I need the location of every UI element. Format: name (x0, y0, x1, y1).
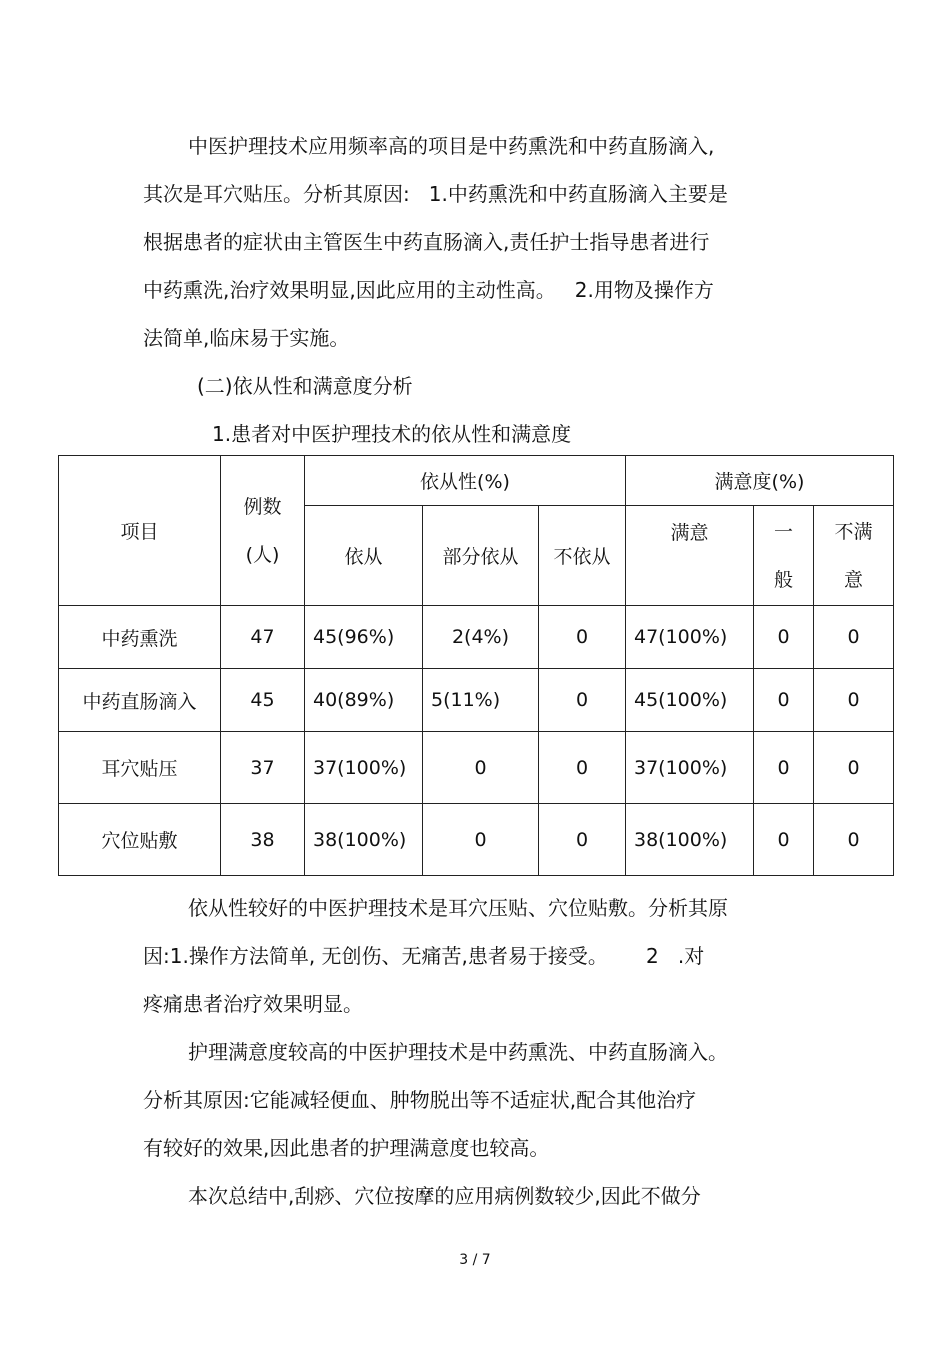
text-line: 其次是耳穴贴压。分析其原因: 1.中药熏洗和中药直肠滴入主要是 (143, 182, 728, 206)
cell-item: 中药熏洗 (59, 606, 221, 669)
header-comply: 依从 (305, 506, 423, 606)
cell-noncomply: 0 (539, 669, 626, 732)
cell-item: 穴位贴敷 (59, 804, 221, 876)
cell-unsatisfied: 0 (814, 804, 894, 876)
header-item: 项目 (59, 456, 221, 606)
text-line: 法简单,临床易于实施。 (143, 326, 350, 350)
text-line: 护理满意度较高的中医护理技术是中药熏洗、中药直肠滴入。 (188, 1040, 728, 1064)
text-line: 疼痛患者治疗效果明显。 (143, 992, 363, 1016)
header-unsatisfied-line: 意 (843, 568, 863, 591)
cell-partial: 2(4%) (423, 606, 539, 669)
cell-satisfied: 37(100%) (626, 732, 754, 804)
header-unsatisfied (814, 506, 894, 606)
page-number: 3 / 7 (459, 1252, 491, 1268)
text-line: 分析其原因:它能减轻便血、肿物脱出等不适症状,配合其他治疗 (143, 1088, 697, 1112)
cell-item: 中药直肠滴入 (59, 669, 221, 732)
header-satisfied: 满意 (626, 506, 754, 606)
cell-count: 37 (221, 732, 305, 804)
header-general-line: 一 (773, 520, 793, 543)
cell-comply: 45(96%) (305, 606, 423, 669)
cell-general: 0 (754, 669, 814, 732)
cell-general: 0 (754, 606, 814, 669)
table-row (59, 732, 894, 804)
cell-general: 0 (754, 732, 814, 804)
table-row (59, 606, 894, 669)
cell-item: 耳穴贴压 (59, 732, 221, 804)
header-count-line: 例数 (243, 495, 282, 518)
cell-satisfied: 38(100%) (626, 804, 754, 876)
cell-comply: 38(100%) (305, 804, 423, 876)
text-line: 有较好的效果,因此患者的护理满意度也较高。 (143, 1136, 550, 1160)
cell-partial: 0 (423, 804, 539, 876)
cell-comply: 40(89%) (305, 669, 423, 732)
cell-noncomply: 0 (539, 732, 626, 804)
cell-unsatisfied: 0 (814, 732, 894, 804)
text-line: 因:1.操作方法简单, 无创伤、无痛苦,患者易于接受。 2 .对 (143, 944, 705, 968)
cell-noncomply: 0 (539, 804, 626, 876)
table-row (59, 804, 894, 876)
header-noncomply: 不依从 (539, 506, 626, 606)
text-line: 中医护理技术应用频率高的项目是中药熏洗和中药直肠滴入, (188, 134, 715, 158)
cell-partial: 0 (423, 732, 539, 804)
cell-satisfied: 47(100%) (626, 606, 754, 669)
table-row (59, 669, 894, 732)
compliance-satisfaction-table (58, 455, 894, 876)
table-caption: 1.患者对中医护理技术的依从性和满意度 (212, 422, 572, 446)
text-line: 本次总结中,刮痧、穴位按摩的应用病例数较少,因此不做分 (188, 1184, 701, 1208)
text-line: 中药熏洗,治疗效果明显,因此应用的主动性高。 2.用物及操作方 (143, 278, 714, 302)
text-line: 根据患者的症状由主管医生中药直肠滴入,责任护士指导患者进行 (143, 230, 710, 254)
header-count-line: (人) (245, 543, 280, 566)
cell-count: 38 (221, 804, 305, 876)
cell-general: 0 (754, 804, 814, 876)
header-unsatisfied-line: 不满 (834, 520, 873, 543)
cell-unsatisfied: 0 (814, 669, 894, 732)
cell-satisfied: 45(100%) (626, 669, 754, 732)
cell-comply: 37(100%) (305, 732, 423, 804)
header-count (221, 456, 305, 606)
cell-count: 45 (221, 669, 305, 732)
cell-unsatisfied: 0 (814, 606, 894, 669)
header-general (754, 506, 814, 606)
cell-noncomply: 0 (539, 606, 626, 669)
cell-partial: 5(11%) (423, 669, 539, 732)
header-satisfaction-group: 满意度(%) (626, 456, 894, 506)
section-heading: (二)依从性和满意度分析 (197, 374, 413, 398)
header-general-line: 般 (773, 568, 793, 591)
cell-count: 47 (221, 606, 305, 669)
header-partial: 部分依从 (423, 506, 539, 606)
text-line: 依从性较好的中医护理技术是耳穴压贴、穴位贴敷。分析其原 (188, 896, 728, 920)
header-compliance-group: 依从性(%) (305, 456, 626, 506)
